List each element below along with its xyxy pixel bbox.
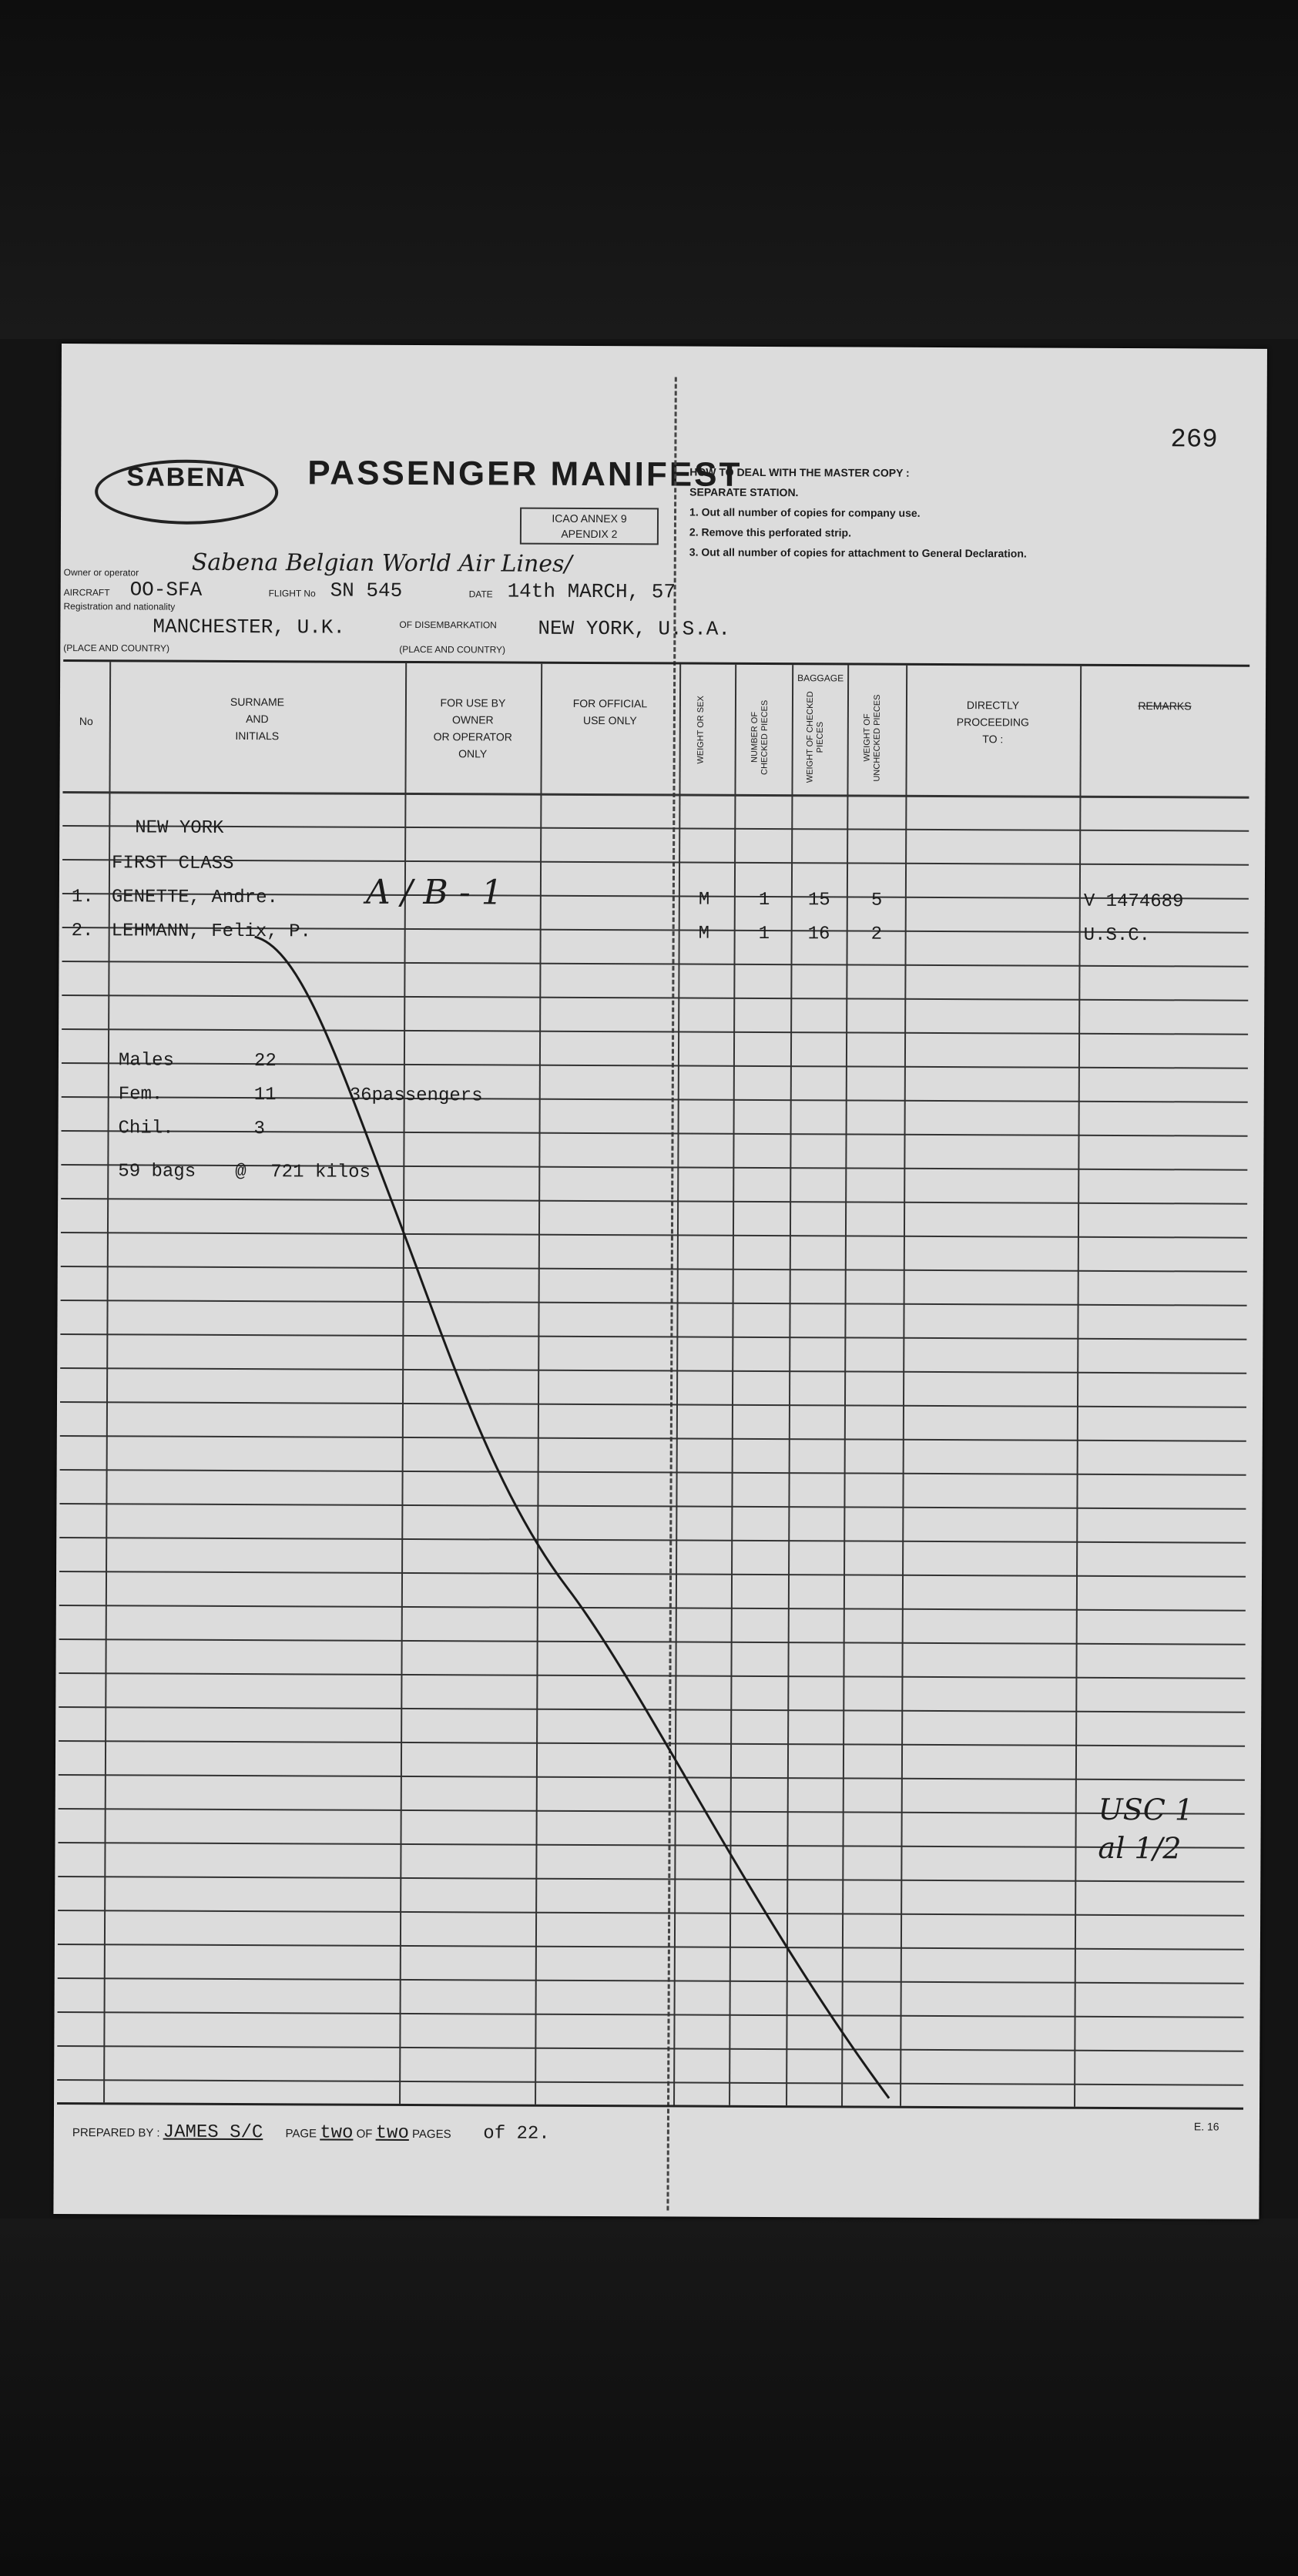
col-head-weight-checked: WEIGHT OF CHECKED PIECES	[805, 691, 825, 783]
page-label: PAGE	[285, 2127, 317, 2141]
instruction-item: 1. Out all number of copies for company use.	[689, 505, 921, 519]
manifest-sheet	[53, 344, 1267, 2219]
col-head-no: No	[79, 715, 93, 728]
baggage-weight: 15	[807, 890, 830, 911]
col-head-line: INITIALS	[235, 729, 280, 743]
dest-prefix: OF DISEMBARKATION	[399, 619, 497, 631]
pen-strike-line	[57, 662, 1249, 2108]
section-class: FIRST CLASS	[111, 853, 234, 874]
col-head-line: OR OPERATOR	[433, 730, 512, 743]
col-head-weight-unchecked: WEIGHT OF UNCHECKED PIECES	[862, 694, 883, 782]
date-value: 14th MARCH, 57	[507, 579, 676, 604]
males-count: 22	[253, 1051, 277, 1072]
icao-annex-box	[520, 508, 659, 545]
col-head-line: USE ONLY	[582, 713, 637, 727]
annex-line-1: ICAO ANNEX 9	[552, 512, 627, 525]
of-value: two	[375, 2122, 409, 2144]
col-head-line: DIRECTLY	[966, 699, 1020, 712]
row-no: 2.	[71, 921, 94, 942]
annex-line-2: APENDIX 2	[561, 527, 618, 541]
handwritten-tally-2: al 1/2	[1098, 1830, 1182, 1866]
bags-weight: 721 kilos	[270, 1162, 371, 1183]
operator-label: Owner or operator	[63, 567, 139, 579]
passenger-name: GENETTE, Andre.	[111, 887, 278, 909]
page-value: two	[320, 2122, 354, 2144]
scanner-background-bottom	[0, 2219, 1298, 2576]
unchecked-weight: 2	[870, 924, 883, 945]
prepared-label: PREPARED BY :	[72, 2126, 160, 2140]
col-head-line: PROCEEDING	[956, 716, 1029, 729]
col-head-line: AND	[246, 713, 269, 726]
row-no: 1.	[71, 887, 94, 908]
section-destination: NEW YORK	[135, 817, 224, 839]
col-head-line: SURNAME	[230, 695, 285, 709]
col-head-line: FOR OFFICIAL	[572, 696, 648, 710]
instruction-item: 2. Remove this perforated strip.	[689, 525, 852, 539]
aircraft-value: OO-SFA	[129, 578, 203, 602]
destination-value: NEW YORK, U.S.A.	[538, 616, 731, 641]
instructions-sub: SEPARATE STATION.	[689, 485, 799, 499]
master-copy-instructions	[689, 462, 1199, 565]
registration-label: Registration and nationality	[63, 601, 176, 612]
form-code: E. 16	[1193, 2120, 1219, 2133]
instructions-heading: HOW TO DEAL WITH THE MASTER COPY :	[689, 465, 910, 479]
passenger-sex: M	[698, 889, 710, 911]
date-label: DATE	[468, 589, 493, 600]
flight-label: FLIGHT No	[268, 588, 316, 599]
baggage-weight: 16	[807, 924, 830, 945]
males-label: Males	[118, 1050, 175, 1072]
handwritten-seat-note: A / B - 1	[365, 872, 503, 913]
col-head-remarks: REMARKS	[1138, 699, 1192, 713]
children-count: 3	[253, 1119, 266, 1140]
col-head-line: ONLY	[458, 747, 488, 760]
origin-label: (PLACE AND COUNTRY)	[63, 642, 170, 654]
passenger-total: 36passengers	[349, 1085, 483, 1107]
col-head-baggage: BAGGAGE	[797, 673, 844, 684]
of-total: of 22.	[483, 2123, 550, 2145]
remarks-value: U.S.C.	[1083, 924, 1151, 947]
flight-value: SN 545	[330, 579, 403, 602]
instruction-item: 3. Out all number of copies for attachment to General Declaration.	[689, 545, 1027, 560]
females-count: 11	[253, 1085, 277, 1106]
passenger-table	[57, 659, 1249, 2110]
origin-value: MANCHESTER, U.K.	[153, 615, 346, 639]
page-number: 269	[1170, 425, 1218, 455]
col-head-line: FOR USE BY	[440, 696, 506, 709]
children-label: Chil.	[118, 1118, 174, 1139]
aircraft-label: AIRCRAFT	[63, 587, 110, 599]
manifest-footer	[72, 2122, 550, 2145]
destination-label: (PLACE AND COUNTRY)	[399, 643, 506, 656]
at-symbol: @	[235, 1161, 247, 1183]
pages-label: PAGES	[412, 2128, 451, 2142]
col-head-line: OWNER	[451, 713, 494, 726]
col-head-line: TO :	[982, 733, 1004, 746]
operator-value: Sabena Belgian World Air Lines/	[191, 548, 572, 578]
sabena-logo: SABENA	[95, 459, 278, 525]
scanner-background-top	[0, 0, 1298, 339]
baggage-pieces: 1	[758, 889, 770, 911]
col-head-weight-or-sex: WEIGHT OR SEX	[696, 696, 706, 764]
col-head-num-checked: NUMBER OF CHECKED PIECES	[750, 699, 770, 775]
handwritten-tally-1: USC 1	[1098, 1792, 1194, 1827]
bags-count: 59 bags	[118, 1161, 196, 1182]
remarks-value: V 1474689	[1083, 891, 1184, 913]
unchecked-weight: 5	[870, 890, 883, 911]
passenger-name: LEHMANN, Felix, P.	[111, 921, 311, 943]
passenger-sex: M	[698, 923, 710, 944]
prepared-value: JAMES S/C	[163, 2122, 263, 2144]
manifest-title: PASSENGER MANIFEST	[307, 454, 743, 494]
pen-stroke	[250, 937, 894, 2098]
of-label: OF	[356, 2127, 373, 2141]
females-label: Fem.	[118, 1084, 163, 1105]
baggage-pieces: 1	[758, 923, 770, 945]
